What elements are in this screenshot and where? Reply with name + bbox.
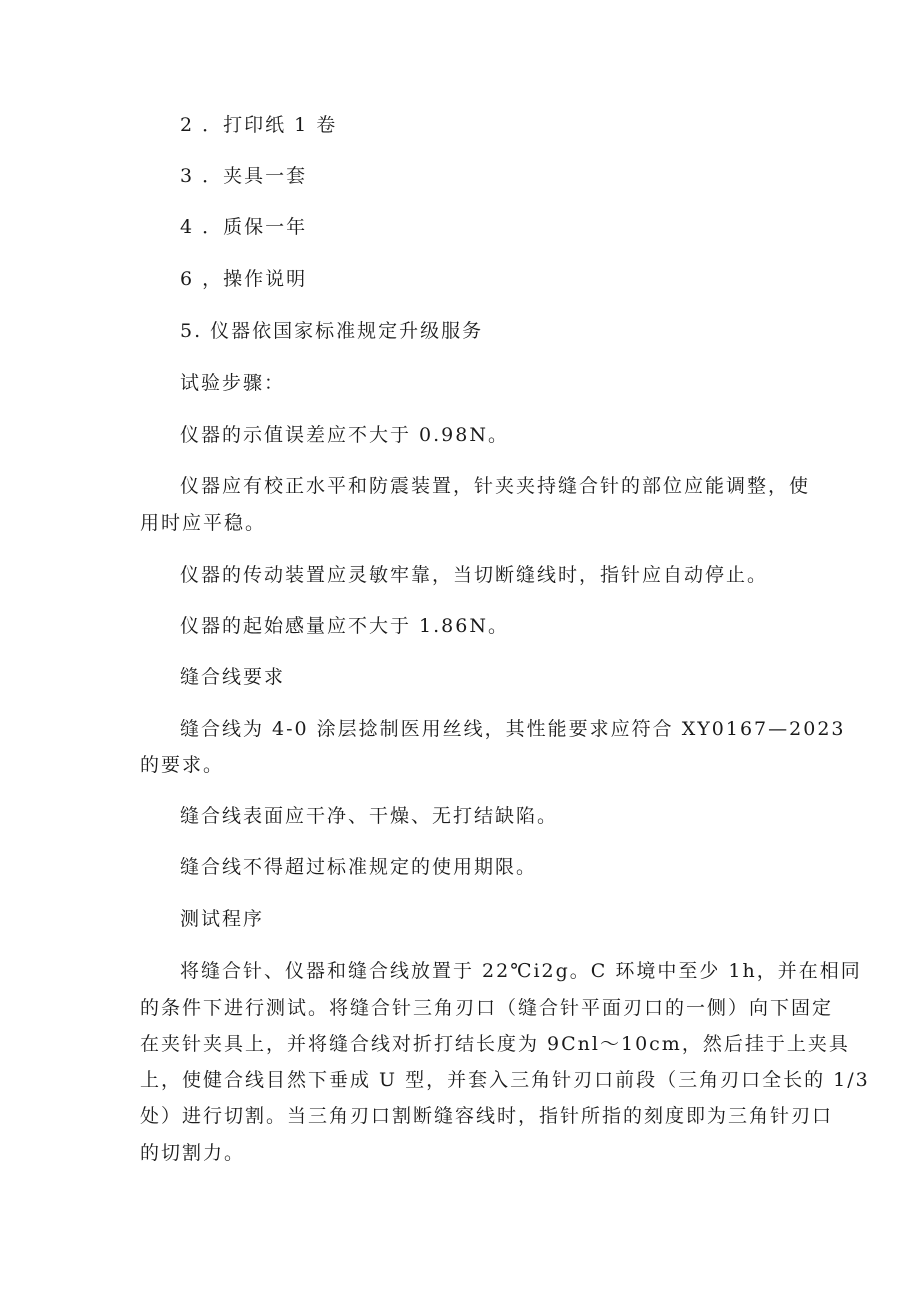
section-heading-suture: 缝合线要求	[180, 666, 286, 688]
paragraph-line: 处）进行切割。当三角刃口割断缝容线时，指针所指的刻度即为三角针刃口	[140, 1105, 834, 1127]
paragraph-line: 的切割力。	[140, 1142, 246, 1164]
list-item: 5. 仪器依国家标准规定升级服务	[180, 320, 484, 342]
list-item: 6 ，操作说明	[180, 268, 308, 290]
list-item: 2 ．打印纸 1 卷	[180, 114, 338, 136]
paragraph: 仪器的示值误差应不大于 0.98N。	[180, 424, 509, 446]
paragraph-line: 仪器应有校正水平和防震装置，针夹夹持缝合针的部位应能调整，使	[180, 475, 811, 497]
section-heading-test: 测试程序	[180, 908, 265, 930]
paragraph: 仪器的传动装置应灵敏牢靠，当切断缝线时，指针应自动停止。	[180, 564, 769, 586]
paragraph-line: 上，使健合线目然下垂成 U 型，并套入三角针刃口前段（三角刃口全长的 1/3	[140, 1069, 870, 1091]
paragraph: 仪器的起始感量应不大于 1.86N。	[180, 615, 509, 637]
paragraph: 缝合线不得超过标准规定的使用期限。	[180, 856, 538, 878]
paragraph-line: 的条件下进行测试。将缝合针三角刃口（缝合针平面刃口的一侧）向下固定	[140, 997, 834, 1019]
paragraph: 缝合线表面应干净、干燥、无打结缺陷。	[180, 805, 559, 827]
paragraph-line: 缝合线为 4-0 涂层捻制医用丝线，其性能要求应符合 XY0167—2023	[180, 718, 846, 740]
list-item: 3 ．夹具一套	[180, 165, 308, 187]
list-item: 4 ．质保一年	[180, 216, 308, 238]
paragraph-line: 用时应平稳。	[140, 512, 267, 534]
section-heading-steps: 试验步骤：	[180, 372, 286, 394]
paragraph-line: 的要求。	[140, 754, 225, 776]
paragraph-line: 将缝合针、仪器和缝合线放置于 22℃i2g。C 环境中至少 1h，并在相同	[180, 960, 862, 982]
paragraph-line: 在夹针夹具上，并将缝合线对折打结长度为 9Cnl～10cm，然后挂于上夹具	[140, 1033, 850, 1055]
